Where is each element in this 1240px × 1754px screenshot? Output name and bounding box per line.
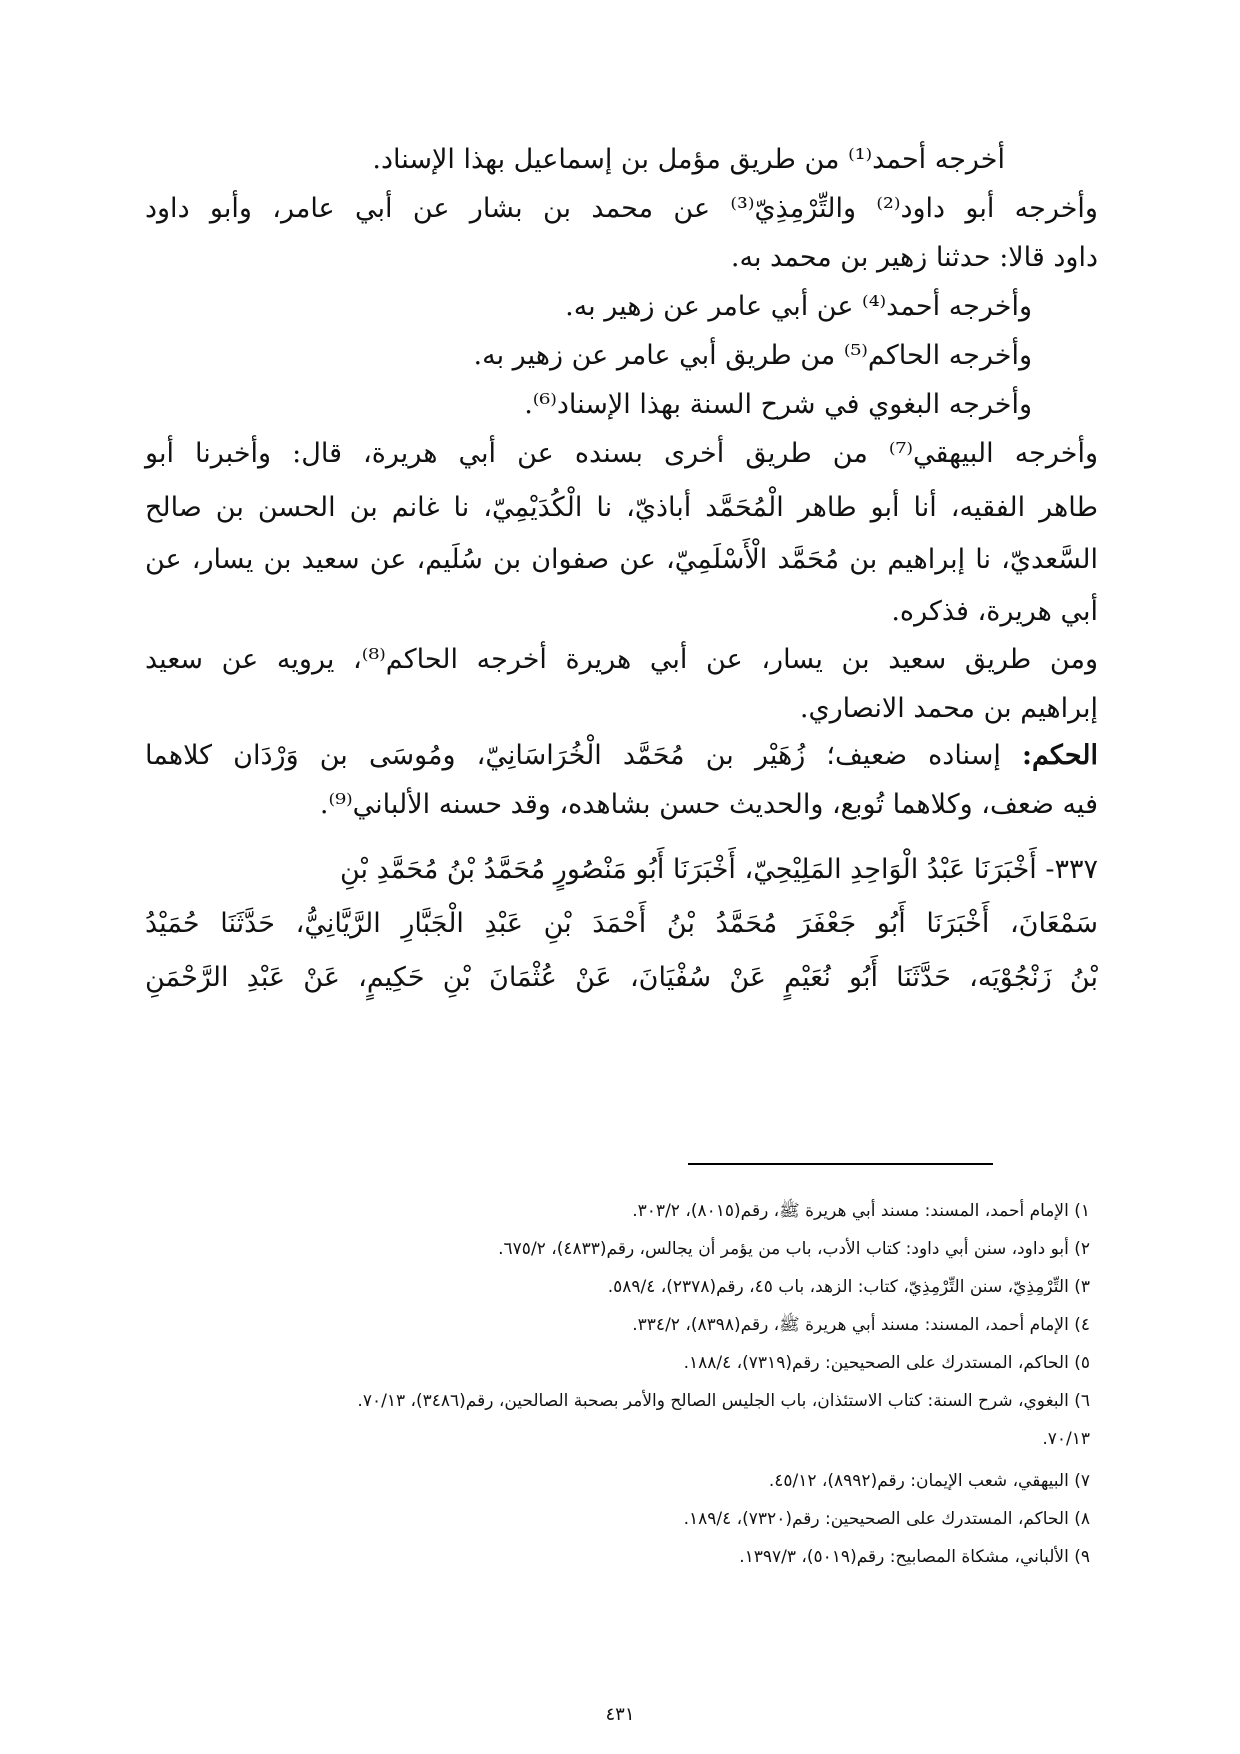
body-line-3: داود قالا: حدثنا زهير بن محمد به. [730, 242, 1098, 273]
body-line-6: وأخرجه البغوي في شرح السنة بهذا الإسناد⁽⁶⁾. [524, 389, 1032, 420]
body-line-7: وأخرجه البيهقي⁽⁷⁾ من طريق أخرى بسنده عن أبي هريرة، قال: وأخبرنا أبو [145, 438, 1098, 469]
footnote-9: ٩) الألباني، مشكاة المصابيح: رقم(٥٠١٩)، ١٣٩٧/٣. [739, 1547, 1090, 1567]
body-line-11: ومن طريق سعيد بن يسار، عن أبي هريرة أخرجه الحاكم⁽⁸⁾، يرويه عن سعيد [145, 644, 1098, 675]
footnote-2: ٢) أبو داود، سنن أبي داود: كتاب الأدب، باب من يؤمر أن يجالس، رقم(٤٨٣٣)، ٦٧٥/٢. [498, 1239, 1090, 1259]
footnote-6: ٦) البغوي، شرح السنة: كتاب الاستئذان، باب الجليس الصالح والأمر بصحبة الصالحين، رقم(٣٤٨٦)، ٧٠/١٣. [357, 1391, 1090, 1411]
body-line-9: السَّعديّ، نا إبراهيم بن مُحَمَّد الْأَسْلَمِيّ، عن صفوان بن سُلَيم، عن سعيد بن يسار، عن [145, 544, 1098, 575]
body-line-5: وأخرجه الحاكم⁽⁵⁾ من طريق أبي عامر عن زهير به. [473, 340, 1032, 371]
body-line-1: أخرجه أحمد⁽¹⁾ من طريق مؤمل بن إسماعيل بهذا الإسناد. [372, 144, 1005, 175]
footnote-8: ٨) الحاكم، المستدرك على الصحيحين: رقم(٧٣٢٠)، ١٨٩/٤. [683, 1509, 1090, 1529]
footnote-3: ٣) التِّرْمِذِيّ، سنن التِّرْمِذِيّ، كتاب: الزهد، باب ٤٥، رقم(٢٣٧٨)، ٥٨٩/٤. [607, 1277, 1090, 1297]
footnote-1: ١) الإمام أحمد، المسند: مسند أبي هريرة ﷺ، رقم(٨٠١٥)، ٣٠٣/٢. [632, 1201, 1090, 1221]
ruling-line [145, 736, 1098, 776]
ruling-label: الحكم: [1021, 740, 1098, 771]
body-line-12: إبراهيم بن محمد الانصاري. [799, 693, 1098, 724]
hadith-line-3: بْنُ زَنْجُوْيَه، حَدَّثَنَا أَبُو نُعَيْمٍ عَنْ سُفْيَانَ، عَنْ عُثْمَانَ بْنِ حَكِيمٍ، عَنْ عَبْدِ الرَّحْمَنِ [145, 962, 1098, 993]
hadith-line-1: ٣٣٧- أَخْبَرَنَا عَبْدُ الْوَاحِدِ المَلِيْحِيّ، أَخْبَرَنَا أَبُو مَنْصُورٍ مُحَمَّدُ بْنُ مُحَمَّدِ بْنِ [339, 854, 1098, 885]
body-line-4: وأخرجه أحمد⁽⁴⁾ عن أبي عامر عن زهير به. [565, 291, 1032, 322]
footnote-6-continuation: ٧٠/١٣. [1042, 1429, 1090, 1449]
footnote-7: ٧) البيهقي، شعب الإيمان: رقم(٨٩٩٢)، ٤٥/١٢. [768, 1471, 1090, 1491]
ruling-text: إسناده ضعيف؛ زُهَيْر بن مُحَمَّد الْخُرَاسَانِيّ، ومُوسَى بن وَرْدَان كلاهما [145, 740, 1001, 771]
footnote-separator [688, 1163, 993, 1165]
footnote-4: ٤) الإمام أحمد، المسند: مسند أبي هريرة ﷺ، رقم(٨٣٩٨)، ٣٣٤/٢. [632, 1315, 1090, 1335]
body-line-2: وأخرجه أبو داود⁽²⁾ والتِّرْمِذِيّ⁽³⁾ عن محمد بن بشار عن أبي عامر، وأبو داود [145, 193, 1098, 224]
hadith-line-2: سَمْعَانَ، أَخْبَرَنَا أَبُو جَعْفَرَ مُحَمَّدُ بْنُ أَحْمَدَ بْنِ عَبْدِ الْجَبَّارِ الرَّيَّانِيُّ، حَدَّثَنَا حُمَيْدُ [145, 908, 1098, 939]
body-line-8: طاهر الفقيه، أنا أبو طاهر الْمُحَمَّد أباذيّ، نا الْكُدَيْمِيّ، نا غانم بن الحسن بن صالح [145, 492, 1098, 523]
body-line-14: فيه ضعف، وكلاهما تُوبع، والحديث حسن بشاهده، وقد حسنه الألباني⁽⁹⁾. [319, 789, 1098, 820]
page-number: ٤٣١ [605, 1704, 635, 1725]
footnote-5: ٥) الحاكم، المستدرك على الصحيحين: رقم(٧٣١٩)، ١٨٨/٤. [683, 1353, 1090, 1373]
body-line-10: أبي هريرة، فذكره. [891, 596, 1098, 627]
